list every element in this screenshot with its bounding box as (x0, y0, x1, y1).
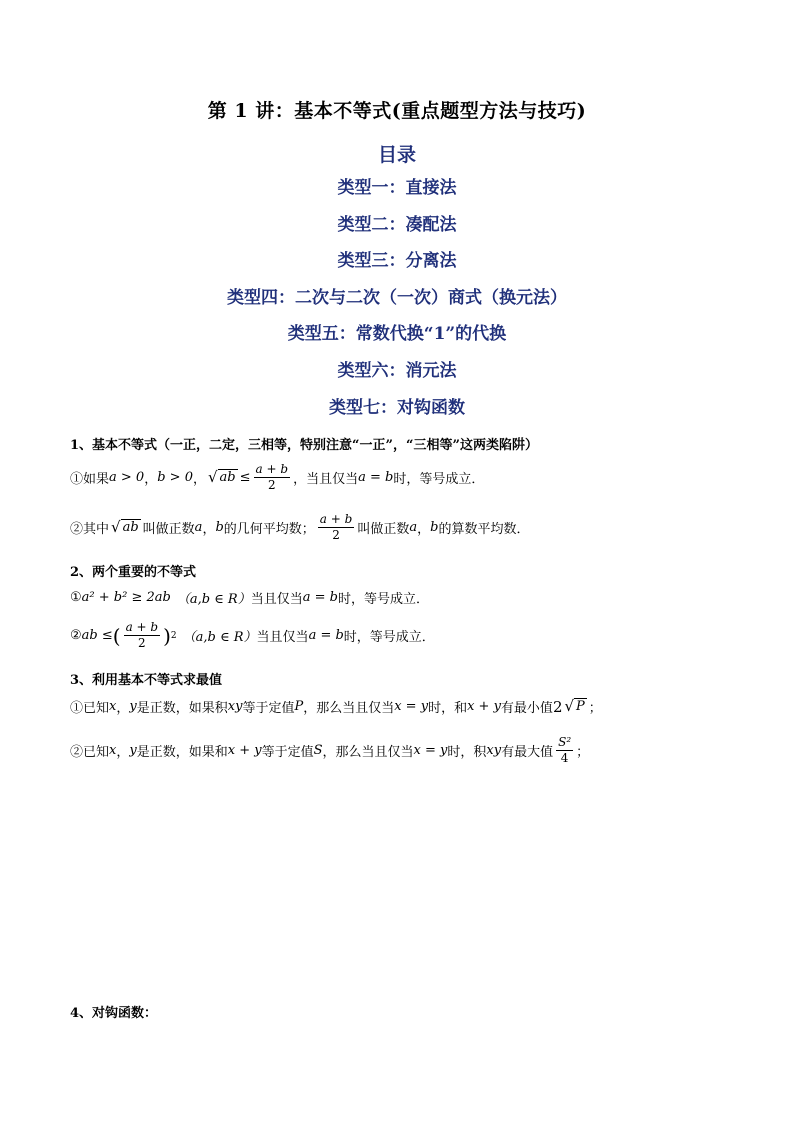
section-2-line-2 (70, 620, 435, 651)
fraction: $\frac{\text{S²}}{4}$ (558, 735, 572, 765)
text: 有最小值 (500, 701, 553, 716)
math: x = y (394, 699, 429, 714)
text: ②已知 (70, 745, 110, 760)
text: ① (70, 590, 82, 605)
math: x (109, 699, 117, 714)
math: y (129, 743, 137, 758)
math: ) (163, 623, 171, 648)
fraction: $\frac{a + b}{2}$ (125, 620, 159, 650)
toc-item-4[interactable]: 类型四：二次与二次（一次）商式（换元法） (227, 287, 567, 308)
text: ，当且仅当 (293, 472, 359, 487)
math: a (409, 520, 418, 535)
text: ， (116, 701, 130, 716)
text: 时，等号成立． (393, 472, 485, 487)
math: x + y (227, 743, 262, 758)
text: ，那么当且仅当 (322, 745, 414, 760)
math: a = b (358, 470, 394, 485)
text: ①已知 (70, 701, 110, 716)
toc-heading: 目录 (377, 144, 416, 166)
section-2-heading: 2、两个重要的不等式 (70, 565, 197, 580)
text: 是正数，如果积 (136, 701, 228, 716)
text: 当且仅当 (250, 592, 303, 607)
text: ， (202, 522, 216, 537)
sqrt-expression: √ ab (111, 518, 139, 536)
toc-item-2[interactable]: 类型二：凑配法 (337, 214, 457, 235)
text: ② (70, 628, 82, 643)
sqrt-expression: √ ab (207, 468, 236, 486)
math: x + y (467, 699, 501, 714)
math: P (294, 699, 304, 714)
section-4-heading: 4、对钩函数： (70, 1006, 158, 1021)
toc-item-1[interactable]: 类型一：直接法 (337, 178, 457, 198)
text: 有最大值 (501, 745, 554, 760)
math: a > 0 (109, 470, 145, 485)
text: 的几何平均数； (223, 522, 315, 537)
math: （a,b ∈ R） (176, 592, 251, 607)
math: b > 0 (157, 470, 193, 485)
toc-item-7[interactable]: 类型七：对钩函数 (329, 397, 465, 418)
text: ； (576, 745, 590, 760)
text: ， (192, 472, 206, 487)
math: x (109, 743, 117, 758)
math: b (430, 520, 439, 535)
text: 的算数平均数． (438, 522, 530, 537)
math: a (194, 520, 203, 535)
math: y (129, 699, 137, 714)
math: ( (112, 623, 121, 648)
section-2-line-1 (70, 588, 429, 607)
math: x = y (413, 743, 448, 758)
toc-item-3[interactable]: 类型三：分离法 (337, 251, 457, 272)
text: ， (417, 522, 431, 537)
math: 2 (552, 697, 563, 716)
section-3-line-2 (70, 735, 589, 766)
text: ②其中 (70, 522, 110, 537)
exponent: 2 (170, 630, 177, 641)
math: a² + b² ≥ 2ab (81, 590, 171, 605)
math: xy (227, 699, 243, 714)
math: S (313, 743, 323, 758)
text: ， (116, 745, 130, 760)
math: xy (486, 743, 502, 758)
math: （a,b ∈ R） (182, 630, 257, 645)
text: ， (144, 472, 158, 487)
section-1-line-2 (70, 512, 529, 543)
section-1-line-1 (70, 462, 484, 493)
toc-item-6[interactable]: 类型六：消元法 (337, 360, 457, 381)
text: 时，积 (447, 745, 487, 760)
section-3-heading: 3、利用基本不等式求最值 (70, 673, 223, 688)
math: a = b (308, 628, 344, 643)
text: 时，等号成立． (337, 592, 429, 607)
text: 等于定值 (242, 701, 295, 716)
text: 时，等号成立． (343, 630, 435, 645)
text: ； (588, 701, 602, 716)
text: 叫做正数 (142, 522, 195, 537)
text: ，那么当且仅当 (303, 701, 395, 716)
text: 叫做正数 (357, 522, 410, 537)
text: 时，和 (428, 701, 468, 716)
math: ≤ (239, 470, 251, 485)
sqrt-expression: √ P (564, 697, 585, 715)
text: 是正数，如果和 (136, 745, 228, 760)
text: ①如果 (70, 472, 110, 487)
text: 当且仅当 (256, 630, 309, 645)
math: a = b (302, 590, 338, 605)
fraction: $\frac{a + b}{2}$ (255, 462, 289, 492)
page-title: 第 1 讲：基本不等式(重点题型方法与技巧) (207, 100, 587, 122)
fraction: $\frac{a + b}{2}$ (319, 512, 353, 542)
section-3-line-1 (70, 697, 602, 716)
toc-item-5[interactable]: 类型五：常数代换“1”的代换 (287, 324, 507, 345)
section-1-heading: 1、基本不等式（一正，二定，三相等，特别注意“一正”，“三相等”这两类陷阱） (70, 438, 538, 453)
math: b (215, 520, 224, 535)
table-of-contents (0, 176, 794, 432)
text: 等于定值 (261, 745, 314, 760)
math: ab ≤ (81, 628, 113, 643)
